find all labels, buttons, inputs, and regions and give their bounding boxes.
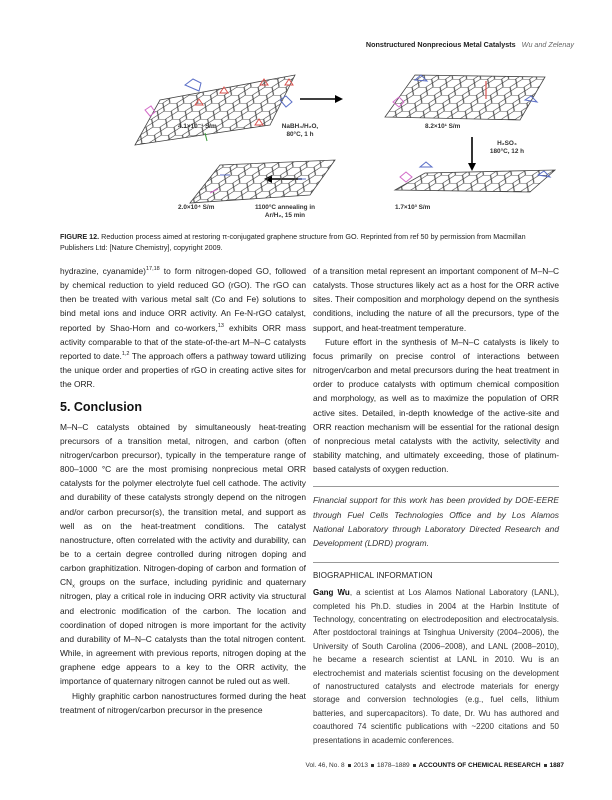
conductivity-label-stage-4: 2.0×10⁴ S/m [178,204,215,211]
divider [313,562,559,563]
right-column [313,264,559,747]
citation-ref[interactable]: 17,18 [145,266,160,273]
figure-12 [60,55,560,225]
divider [313,486,559,487]
caption-text: Reduction process aimed at restoring π-conjugated graphene structure from GO. Reprinted from ref 50 by permission from Macmillan Publishers Ltd: [Nature Chemistry], copyright 2009. [60,232,526,252]
footer-year: 2013 [353,762,369,769]
annealed-graphene-sheet [190,160,335,203]
biography: Gang Wu, a scientist at Los Alamos National Laboratory (LANL), completed his Ph.D. studies in 2004 at the Harbin Institute of Technology, concentrating on electrodeposition and electrocatalysis. After postdoctoral trainings at Tsinghua University (2004–2006), the University of South Carolina (2006–2008), and LANL (2008–2010), he became a research scientist at LANL in 2010. Wu is an electrochemist and materials scientist focusing on the development of nanostructured catalysts and electrode materials for energy storage and conversion technologies (e.g., fuel cells, lithium batteries, and supercapacitors). To date, Dr. Wu has authored and coauthored 74 scientific publications with ~2200 citations and 50 presentations in academic conferences. [313,588,559,745]
reduced-graphene-sheet-1 [385,75,545,120]
footer-pages: 1878–1889 [377,762,410,769]
paragraph: M–N–C catalysts obtained by simultaneously heat-treating precursors of a transition metal, nitrogen, and carbon (often nitrogen/carbon precursor), typically in the temperature range of 800–1000 °C are the most promising nonprecious metal ORR catalysts for the polymer electrolyte fuel cell cathode. The activity and durability of these catalysts strongly depend on the nitrogen and/or carbon precursor(s), the transition metal, and support as well as on the heat-treatment conditions. The catalyst nanostructure, often correlated with the activity and durability, can be to a certain degree controlled during nitrogen doping and carbon graphitization. Nitrogen-doping of carbon and formation of $CN_x$ groups on the surface, including pyridinic and quaternary nitrogen, play a critical role in inducing ORR activity via structural and electronic modification of the carbon. The location and coordination of doped nitrogen is more important for the activity and durability of M–N–C catalysts than the total nitrogen content. While, in agreement with previous reports, nitrogen doping at the graphene edge appears to a key to the ORR activity, the importance of quaternary nitrogen cannot be ruled out as well. [60,421,306,687]
acknowledgment: Financial support for this work has been provided by DOE-EERE through Fuel Cells Technologies Office and by Los Alamos National Laboratory through Laboratory Directed Research and Development (LDRD) program. [313,495,559,548]
paragraph: hydrazine, cyanamide)$^{17,18}$ to form nitrogen-doped GO, followed by chemical reduction to yield reduced GO (rGO). The rGO can then be treated with various metal salt (Co and Fe) solutions to bind metal ions and induce ORR activity. An Fe-N-rGO catalyst, reported by Shao-Horn and co-workers,$^{13}$ exhibits ORR mass activity comparable to that of the state-of-the-art M–N–C catalysts reported to date.$^{1,2}$ The approach offers a pathway toward utilizing the unique order and properties of rGO in creating active sites for the ORR. [60,266,306,390]
running-head-title: Nonstructured Nonprecious Metal Catalysts [365,40,516,49]
conductivity-label-stage-3: 1.7×10³ S/m [395,204,431,211]
citation-ref[interactable]: 13 [217,322,224,329]
caption-label: FIGURE 12. [60,232,100,241]
footer-volume: Vol. 46, No. 8 [305,762,345,769]
paragraph: Future effort in the synthesis of M–N–C catalysts is likely to focus primarily on precise control of interactions between nitrogen/carbon and metal precursors during the heat treatment in order to produce catalysts with optimum chemical composition and morphology, as well as to maximize the population of ORR active sites. Detailed, in-depth knowledge of the active-site and ORR reaction mechanism will be essential for the rational design of nonprecious metal catalysts with the activity, selectivity and stability matching, and ultimately exceeding, those of platinum-based catalysts of oxygen reduction. [313,336,559,475]
section-heading-conclusion: 5. Conclusion [60,400,142,415]
paragraph: of a transition metal represent an important component of M–N–C catalysts. Those structures likely act as a host for the ORR active sites. Their composition and morphology depend on the synthesis conditions, including the nature of all the precursors, type of the support, and heat-treatment temperature. [313,266,559,333]
reaction-step-1: NaBH₄/H₂O, 80°C, 1 h [281,123,319,138]
bio-heading: BIOGRAPHICAL INFORMATION [313,570,433,580]
left-column [60,264,306,717]
running-head-authors: Wu and Zelenay [521,40,574,49]
footer-journal: ACCOUNTS OF CHEMICAL RESEARCH [418,762,541,769]
page-footer [306,762,564,769]
reaction-step-3: 1100°C annealing in Ar/H₂, 15 min [254,204,316,219]
conductivity-label-go: 4.1×10⁻¹ S/m [178,123,217,130]
page-number: 1887 [549,762,564,769]
figure-caption [60,231,560,253]
reaction-step-2: H₂SO₄ 180°C, 12 h [489,140,525,155]
bio-name: Gang Wu [313,588,350,598]
citation-ref[interactable]: 1,2 [121,351,130,358]
running-head [366,40,574,49]
paragraph: Highly graphitic carbon nanostructures formed during the heat treatment of nitrogen/carbon precursor in the presence [60,690,306,715]
reduced-graphene-sheet-2 [395,162,555,192]
conductivity-label-stage-2: 8.2×10¹ S/m [425,123,461,130]
